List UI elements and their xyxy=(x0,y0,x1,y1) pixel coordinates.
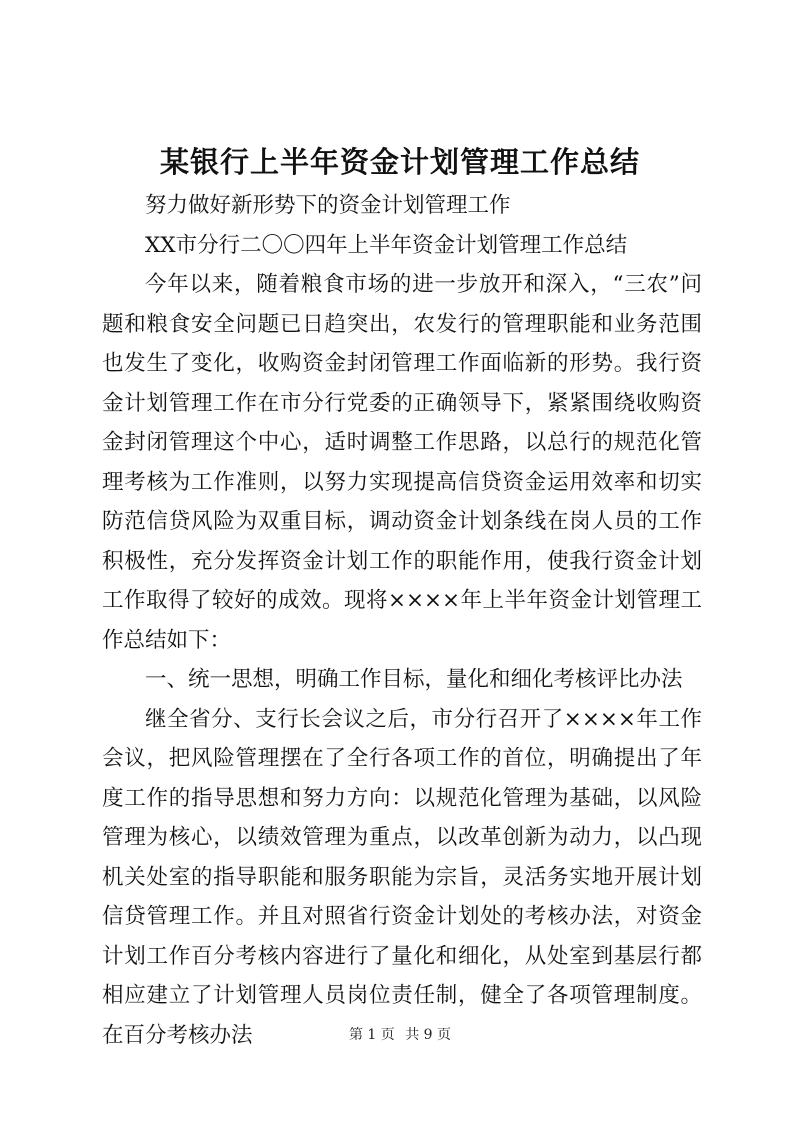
section-heading: 一、统一思想，明确工作目标，量化和细化考核评比办法 xyxy=(145,667,683,692)
page-number: 第 1 页 xyxy=(348,1027,395,1043)
document-body xyxy=(102,186,702,1055)
report-heading-paragraph: XX市分行二〇〇四年上半年资金计划管理工作总结 xyxy=(145,232,628,258)
subtitle-paragraph: 努力做好新形势下的资金计划管理工作 xyxy=(145,193,511,218)
page-footer xyxy=(0,1025,800,1045)
intro-paragraph: 今年以来，随着粮食市场的进一步放开和深入，“三农”问题和粮食安全问题已日趋突出，农发行的管理职能和业务范围也发生了变化，收购资金封闭管理工作面临新的形势。我行资金计划管理工作在市分行党委的正确领导下，紧紧围绕收购资金封闭管理这个中心，适时调整工作思路，以总行的规范化管理考核为工作准则，以努力实现提高信贷资金运用效率和切实防范信贷风险为双重目标，调动资金计划条线在岗人员的工作积极性，充分发挥资金计划工作的职能作用，使我行资金计划工作取得了较好的成效。现将××××年上半年资金计划管理工作总结如下： xyxy=(102,272,702,653)
section-paragraph: 继全省分、支行长会议之后，市分行召开了××××年工作会议，把风险管理摆在了全行各项工作的首位，明确提出了年度工作的指导思想和努力方向：以规范化管理为基础，以风险管理为核心，以绩效管理为重点，以改革创新为动力，以凸现机关处室的指导职能和服务职能为宗旨，灵活务实地开展计划信贷管理工作。并且对照省行资金计划处的考核办法，对资金计划工作百分考核内容进行了量化和细化，从处室到基层行都相应建立了计划管理人员岗位责任制，健全了各项管理制度。在百分考核办法 xyxy=(102,706,702,1048)
page-total: 共 9 页 xyxy=(405,1027,452,1043)
document-title: 某银行上半年资金计划管理工作总结 xyxy=(159,145,640,179)
